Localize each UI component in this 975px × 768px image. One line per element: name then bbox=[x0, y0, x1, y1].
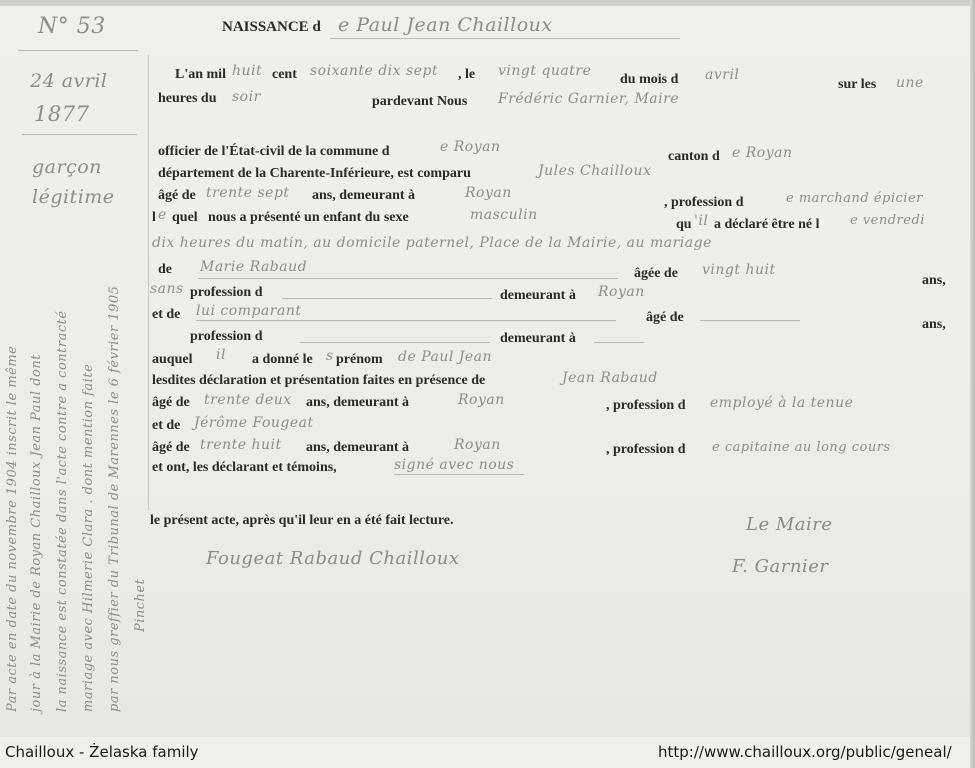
text-et-ont: et ont, les déclarant et témoins, bbox=[152, 460, 337, 475]
hand-mother-age: vingt huit bbox=[702, 262, 776, 278]
text-w1-demeurant: ans, demeurant à bbox=[306, 395, 410, 410]
margin-year: 1877 bbox=[34, 102, 90, 126]
hand-birth-a: e vendredi bbox=[850, 213, 925, 228]
text-auquel: auquel bbox=[152, 352, 193, 367]
hand-declarant: Jules Chailloux bbox=[538, 163, 652, 179]
hand-witness2-age: trente huit bbox=[200, 437, 282, 453]
hand-witness2-profession: e capitaine au long cours bbox=[712, 440, 891, 455]
text-sur-les: sur les bbox=[838, 77, 877, 92]
margin-sex: garçon bbox=[32, 156, 102, 178]
margin-annotation-line-2: jour à la Mairie de Royan Chailloux Jean Paul dont bbox=[29, 354, 44, 712]
text-ans-demeurant: ans, demeurant à bbox=[312, 188, 416, 203]
hand-witness1-age: trente deux bbox=[204, 392, 292, 408]
text-present-acte: le présent acte, après qu'il leur en a été fait lecture. bbox=[150, 513, 454, 528]
hand-prenom-s: s bbox=[326, 348, 334, 364]
hand-witness1-profession: employé à la tenue bbox=[710, 395, 854, 411]
hand-declarant-residence: Royan bbox=[465, 185, 512, 201]
text-le: , le bbox=[458, 67, 476, 82]
heading-rule bbox=[330, 38, 680, 39]
hand-witness1-residence: Royan bbox=[458, 392, 505, 408]
father-rule bbox=[196, 320, 616, 321]
hand-witness2: Jérôme Fougeat bbox=[194, 415, 314, 431]
text-ans-father: ans, bbox=[922, 317, 946, 332]
hand-year-rest: soixante dix sept bbox=[310, 63, 439, 79]
margin-annotation-signature: Pinchet bbox=[133, 578, 148, 632]
margin-annotation-line-1: Par acte en date du novembre 1904 inscrit le même bbox=[5, 345, 20, 712]
margin-divider bbox=[148, 55, 149, 510]
mother-prof-rule bbox=[282, 298, 492, 299]
text-et-de: et de bbox=[152, 307, 181, 322]
text-qu: qu bbox=[676, 217, 692, 232]
text-departement: département de la Charente-Inférieure, est comparu bbox=[158, 166, 471, 181]
signed-rule bbox=[394, 474, 524, 475]
hand-mother: Marie Rabaud bbox=[200, 259, 308, 275]
hand-declarant-age: trente sept bbox=[206, 185, 290, 201]
text-father-profession: profession d bbox=[190, 329, 263, 344]
margin-date: 24 avril bbox=[30, 70, 108, 92]
text-age-de: âgé de bbox=[158, 188, 196, 203]
maire-title: Le Maire bbox=[746, 514, 833, 535]
text-pardevant: pardevant Nous bbox=[372, 94, 468, 109]
hand-father: lui comparant bbox=[196, 303, 302, 319]
text-w2-demeurant: ans, demeurant à bbox=[306, 440, 410, 455]
text-age-de-w1: âgé de bbox=[152, 395, 190, 410]
hand-prenoms: de Paul Jean bbox=[398, 349, 493, 365]
hand-hour: une bbox=[896, 75, 924, 91]
father-age-rule bbox=[700, 320, 800, 321]
hand-month: avril bbox=[705, 67, 740, 83]
heading-name: e Paul Jean Chailloux bbox=[338, 14, 553, 36]
text-profession: , profession d bbox=[664, 195, 744, 210]
text-age-de-w2: âgé de bbox=[152, 440, 190, 455]
text-a-donne: a donné le bbox=[252, 352, 313, 367]
hand-signed: signé avec nous bbox=[394, 457, 515, 473]
text-age-de-father: âgé de bbox=[646, 310, 684, 325]
text-l: l bbox=[152, 210, 156, 225]
text-officier: officier de l'État-civil de la commune d bbox=[158, 144, 390, 159]
heading-naissance: NAISSANCE d bbox=[222, 19, 321, 35]
text-heures-du: heures du bbox=[158, 91, 217, 106]
hand-witness2-residence: Royan bbox=[454, 437, 501, 453]
text-father-demeurant: demeurant à bbox=[500, 331, 576, 346]
register-number: N° 53 bbox=[38, 14, 106, 39]
witness-signatures: Fougeat Rabaud Chailloux bbox=[206, 548, 460, 569]
text-presente: nous a présenté un enfant du sexe bbox=[208, 210, 409, 225]
text-cent: cent bbox=[272, 67, 297, 82]
hand-quel-prefix: e bbox=[158, 207, 167, 223]
watermark-url: http://www.chailloux.org/public/geneal/ bbox=[658, 743, 952, 761]
hand-canton: e Royan bbox=[732, 145, 793, 161]
hand-qu-suffix: 'il bbox=[694, 213, 709, 229]
hand-mother-residence: Royan bbox=[598, 284, 645, 300]
hand-official: Frédéric Garnier, Maire bbox=[498, 91, 680, 107]
hand-year-hundreds: huit bbox=[232, 63, 263, 79]
text-agee-de: âgée de bbox=[634, 266, 678, 281]
text-mother-profession: profession d bbox=[190, 285, 263, 300]
text-w1-profession: , profession d bbox=[606, 398, 686, 413]
hand-declarant-profession: e marchand épicier bbox=[786, 191, 923, 206]
text-w2-profession: , profession d bbox=[606, 442, 686, 457]
hand-auquel-pronoun: il bbox=[216, 347, 226, 363]
text-ans-mother: ans, bbox=[922, 273, 946, 288]
hand-mother-prof: sans bbox=[150, 281, 184, 297]
text-et-de-w2: et de bbox=[152, 418, 181, 433]
margin-annotation-line-3: la naissance est constatée dans l'acte contre a contracté bbox=[55, 310, 70, 712]
text-de: de bbox=[158, 262, 172, 277]
text-mother-demeurant: demeurant à bbox=[500, 288, 576, 303]
text-quel: quel bbox=[172, 210, 198, 225]
text-lan-mil: L'an mil bbox=[175, 67, 226, 82]
hand-birth-b: dix heures du matin, au domicile paternel, Place de la Mairie, au mariage bbox=[152, 235, 712, 251]
margin-annotation-line-4: mariage avec Hilmerie Clara . dont mention faite bbox=[81, 363, 96, 712]
father-res-rule bbox=[594, 342, 644, 343]
watermark-family: Chailloux - Żelaska family bbox=[5, 743, 199, 761]
maire-signature: F. Garnier bbox=[732, 556, 829, 577]
number-underline bbox=[18, 50, 138, 51]
mother-rule bbox=[198, 278, 618, 279]
hand-witness1: Jean Rabaud bbox=[562, 370, 658, 386]
margin-annotation-line-5: par nous greffier du Tribunal de Marennes le 6 février 1905 bbox=[107, 285, 122, 712]
hand-day: vingt quatre bbox=[498, 63, 592, 79]
text-presence: lesdites déclaration et présentation faites en présence de bbox=[152, 373, 486, 388]
text-declare: a déclaré être né l bbox=[714, 217, 820, 232]
margin-rule bbox=[22, 134, 137, 135]
text-du-mois: du mois d bbox=[620, 72, 679, 87]
margin-status: légitime bbox=[32, 186, 115, 208]
father-prof-rule bbox=[300, 342, 490, 343]
text-canton: canton d bbox=[668, 149, 720, 164]
hand-commune: e Royan bbox=[440, 139, 501, 155]
hand-time-of-day: soir bbox=[232, 89, 261, 105]
hand-sex: masculin bbox=[470, 207, 538, 223]
text-prenom: prénom bbox=[336, 352, 383, 367]
